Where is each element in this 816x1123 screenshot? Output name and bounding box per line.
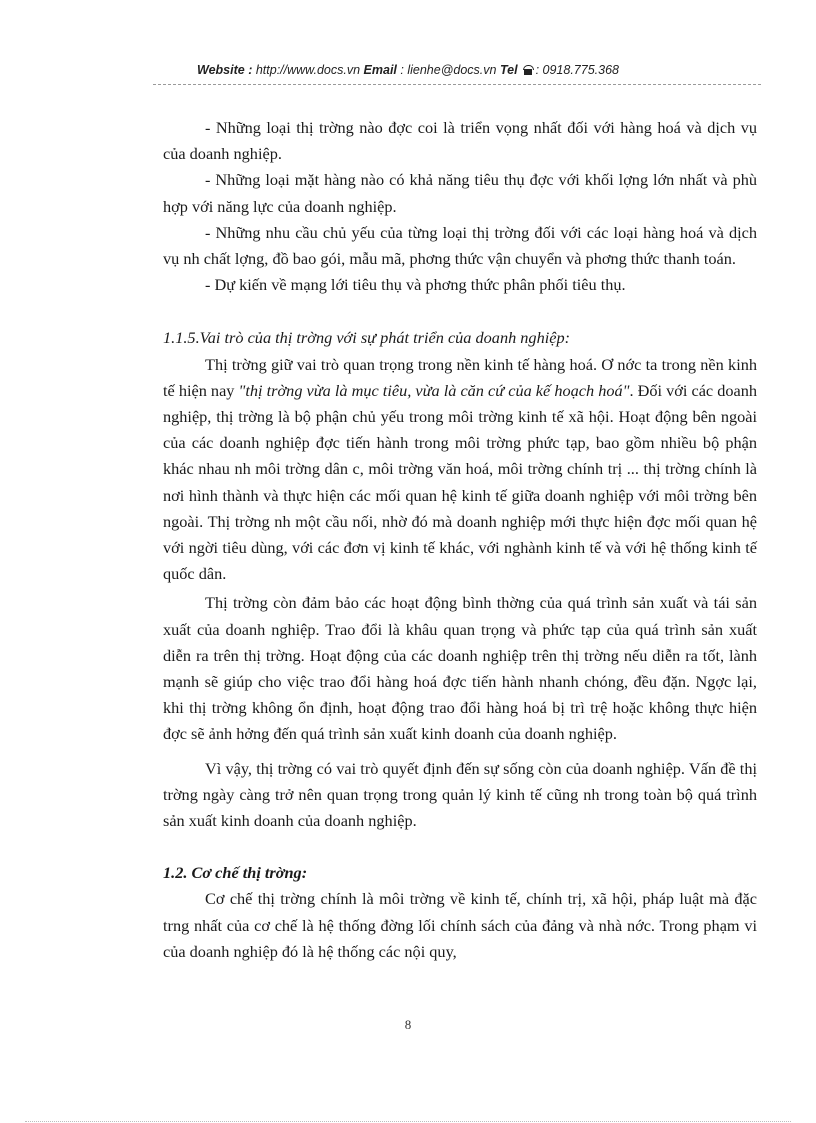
paragraph-market-role — [163, 352, 757, 588]
email-label: Email — [363, 63, 397, 77]
section-heading-1-1-5: 1.1.5.Vai trò của thị trờng với sự phát triển của doanh nghiệp: — [163, 328, 571, 348]
paragraph-market-prospects: - Những loại thị trờng nào đợc coi là triển vọng nhất đối với hàng hoá và dịch vụ của doanh nghiệp. — [163, 118, 757, 164]
paragraph-market-needs: - Những nhu cầu chủ yếu của từng loại thị trờng đối với các loại hàng hoá và dịch vụ nh chất lợng, đồ bao gói, mẫu mã, phơng thức vận chuyển và phơng thức thanh toán. — [163, 222, 757, 269]
paragraph-market-role-part1: Thị trờng giữ vai trò quan trọng trong nền kinh tế hàng hoá. Ơ nớc ta trong nền kinh tế hiện nay — [163, 354, 757, 400]
paragraph-market-function: Thị trờng còn đảm bảo các hoạt động bình thờng của quá trình sản xuất và tái sản xuất của doanh nghiệp. Trao đổi là khâu quan trọng và phức tạp của quá trình sản xuất diễn ra trên thị trờng. Hoạt động của các doanh nghiệp trên thị trờng nếu diễn ra tốt, lành mạnh sẽ giúp cho việc trao đổi hàng hoá đợc tiến hành nhanh chóng, đều đặn. Ngợc lại, khi thị trờng không ổn định, hoạt động trao đổi hàng hoá bị trì trệ hoặc không thực hiện đợc sẽ ảnh hởng đến quá trình sản xuất kinh doanh của doanh nghiệp. — [163, 593, 757, 744]
paragraph-market-conclusion: Vì vậy, thị trờng có vai trò quyết định đến sự sống còn của doanh nghiệp. Vấn đề thị trờng ngày càng trở nên quan trọng trong quản lý kinh tế cũng nh trong toàn bộ quá trình sản xuất kinh doanh của doanh nghiệp. — [163, 758, 757, 831]
website-url[interactable]: http://www.docs.vn — [255, 63, 361, 77]
page-bottom-divider — [25, 1121, 791, 1122]
paragraph-market-role-quote: "thị trờng vừa là mục tiêu, vừa là căn cứ của kế hoạch hoá" — [238, 380, 630, 400]
email-value[interactable]: : lienhe@docs.vn — [400, 63, 497, 77]
section-heading-1-2: 1.2. Cơ chế thị trờng: — [163, 863, 308, 883]
paragraph-market-mechanism: Cơ chế thị trờng chính là môi trờng về kinh tế, chính trị, xã hội, pháp luật mà đặc trng nhất của cơ chế là hệ thống đờng lối chính sách của đảng và nhà nớc. Trong phạm vi của doanh nghiệp đó là hệ thống các nội quy, — [163, 889, 757, 961]
telephone-icon — [522, 65, 533, 75]
tel-label: Tel — [499, 63, 518, 77]
header-divider — [153, 84, 761, 85]
page-number: 8 — [404, 1017, 412, 1032]
paragraph-market-role-part2: . Đối với các doanh nghiệp, thị trờng là bộ phận chủ yếu trong môi trờng kinh tế xã hội. Hoạt động bên ngoài của các doanh nghiệp đợc tiến hành trong môi trờng phức tạp, bao gồm nhiều bộ phận khác nhau nh môi trờng dân c, môi trờng văn hoá, môi trờng chính trị ... thị trờng chính là nơi hình thành và thực hiện các mối quan hệ kinh tế giữa doanh nghiệp với môi trờng bên ngoài. Thị trờng nh một cầu nối, nhờ đó mà doanh nghiệp mới thực hiện đợc mối quan hệ với ngời tiêu dùng, với các đơn vị kinh tế khác, với nghành kinh tế và với hệ thống kinh tế quốc dân. — [163, 380, 758, 584]
paragraph-distribution: - Dự kiến về mạng lới tiêu thụ và phơng thức phân phối tiêu thụ. — [205, 275, 626, 295]
website-label: Website : — [197, 63, 253, 77]
paragraph-product-lines: - Những loại mặt hàng nào có khả năng tiêu thụ đợc với khối lợng lớn nhất và phù hợp với năng lực của doanh nghiệp. — [163, 170, 757, 216]
tel-value: : 0918.775.368 — [535, 63, 619, 77]
document-body — [163, 115, 757, 965]
page-header — [0, 63, 816, 77]
